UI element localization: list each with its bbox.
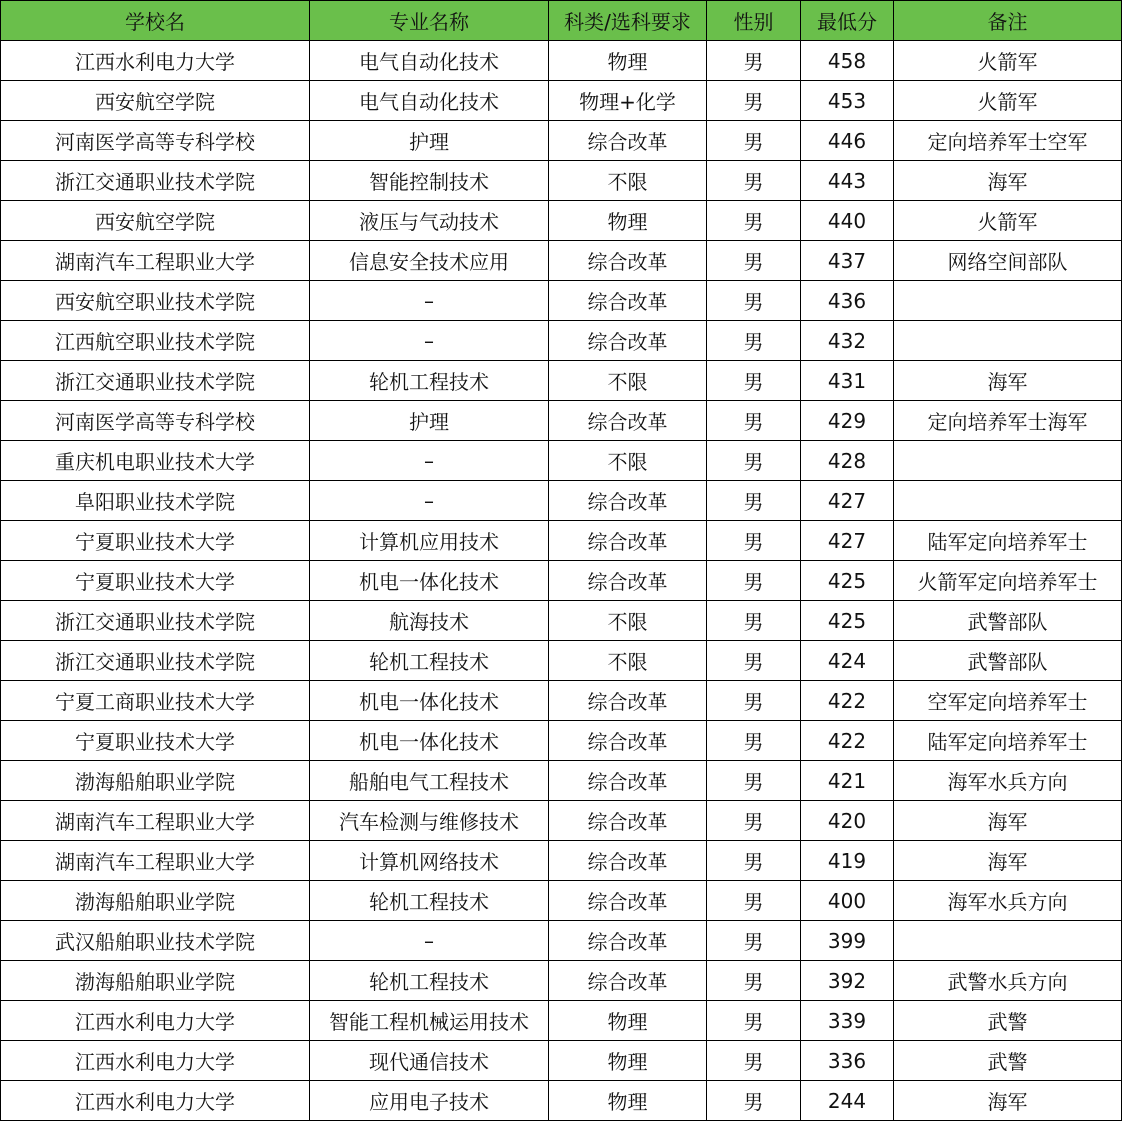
cell-major: 轮机工程技术 (310, 961, 549, 1001)
header-gender: 性别 (707, 1, 801, 41)
cell-gender: 男 (707, 121, 801, 161)
table-row (1, 1081, 1122, 1121)
cell-gender: 男 (707, 1081, 801, 1121)
cell-remark: 火箭军定向培养军士 (894, 561, 1122, 601)
cell-major: 汽车检测与维修技术 (310, 801, 549, 841)
cell-gender: 男 (707, 401, 801, 441)
cell-remark (894, 481, 1122, 521)
cell-gender: 男 (707, 361, 801, 401)
cell-major: 计算机应用技术 (310, 521, 549, 561)
cell-major: 计算机网络技术 (310, 841, 549, 881)
table-row (1, 761, 1122, 801)
cell-school: 宁夏工商职业技术大学 (1, 681, 310, 721)
cell-school: 武汉船舶职业技术学院 (1, 921, 310, 961)
cell-major: 智能工程机械运用技术 (310, 1001, 549, 1041)
table-row (1, 641, 1122, 681)
cell-remark (894, 441, 1122, 481)
cell-subject: 物理 (549, 201, 707, 241)
cell-major: 电气自动化技术 (310, 81, 549, 121)
table-row (1, 321, 1122, 361)
cell-subject: 综合改革 (549, 681, 707, 721)
cell-remark: 海军 (894, 841, 1122, 881)
cell-major: 船舶电气工程技术 (310, 761, 549, 801)
cell-min-score: 428 (801, 441, 894, 481)
cell-school: 西安航空学院 (1, 201, 310, 241)
cell-school: 重庆机电职业技术大学 (1, 441, 310, 481)
cell-school: 江西水利电力大学 (1, 1001, 310, 1041)
table-row (1, 281, 1122, 321)
cell-min-score: 424 (801, 641, 894, 681)
table-row (1, 441, 1122, 481)
cell-min-score: 437 (801, 241, 894, 281)
cell-gender: 男 (707, 641, 801, 681)
cell-subject: 综合改革 (549, 721, 707, 761)
cell-subject: 综合改革 (549, 921, 707, 961)
cell-school: 西安航空职业技术学院 (1, 281, 310, 321)
cell-gender: 男 (707, 81, 801, 121)
cell-gender: 男 (707, 841, 801, 881)
cell-school: 浙江交通职业技术学院 (1, 601, 310, 641)
cell-major: 应用电子技术 (310, 1081, 549, 1121)
cell-min-score: 443 (801, 161, 894, 201)
cell-school: 湖南汽车工程职业大学 (1, 841, 310, 881)
cell-gender: 男 (707, 241, 801, 281)
cell-min-score: 458 (801, 41, 894, 81)
cell-min-score: 425 (801, 601, 894, 641)
cell-min-score: 431 (801, 361, 894, 401)
cell-remark: 陆军定向培养军士 (894, 521, 1122, 561)
cell-subject: 综合改革 (549, 801, 707, 841)
table-row (1, 681, 1122, 721)
cell-school: 江西水利电力大学 (1, 1041, 310, 1081)
cell-gender: 男 (707, 281, 801, 321)
cell-subject: 物理 (549, 1081, 707, 1121)
cell-remark: 武警水兵方向 (894, 961, 1122, 1001)
cell-min-score: 420 (801, 801, 894, 841)
table-row (1, 921, 1122, 961)
cell-remark: 武警 (894, 1001, 1122, 1041)
cell-remark: 武警 (894, 1041, 1122, 1081)
table-row (1, 801, 1122, 841)
table-row (1, 721, 1122, 761)
cell-subject: 不限 (549, 641, 707, 681)
cell-gender: 男 (707, 681, 801, 721)
cell-subject: 综合改革 (549, 321, 707, 361)
cell-school: 宁夏职业技术大学 (1, 521, 310, 561)
cell-min-score: 422 (801, 681, 894, 721)
cell-subject: 物理+化学 (549, 81, 707, 121)
header-major: 专业名称 (310, 1, 549, 41)
table-row (1, 841, 1122, 881)
cell-major: – (310, 441, 549, 481)
table-row (1, 961, 1122, 1001)
cell-major: 现代通信技术 (310, 1041, 549, 1081)
cell-remark: 网络空间部队 (894, 241, 1122, 281)
cell-major: 轮机工程技术 (310, 881, 549, 921)
cell-subject: 综合改革 (549, 961, 707, 1001)
cell-min-score: 421 (801, 761, 894, 801)
table-row (1, 121, 1122, 161)
cell-gender: 男 (707, 161, 801, 201)
cell-subject: 综合改革 (549, 481, 707, 521)
cell-major: 电气自动化技术 (310, 41, 549, 81)
cell-major: 航海技术 (310, 601, 549, 641)
cell-min-score: 453 (801, 81, 894, 121)
cell-school: 浙江交通职业技术学院 (1, 161, 310, 201)
cell-school: 渤海船舶职业学院 (1, 961, 310, 1001)
cell-gender: 男 (707, 801, 801, 841)
table-row (1, 1001, 1122, 1041)
cell-school: 渤海船舶职业学院 (1, 761, 310, 801)
cell-subject: 综合改革 (549, 881, 707, 921)
cell-min-score: 400 (801, 881, 894, 921)
table-row (1, 401, 1122, 441)
cell-major: – (310, 921, 549, 961)
header-row (1, 1, 1122, 41)
cell-major: – (310, 281, 549, 321)
cell-min-score: 399 (801, 921, 894, 961)
cell-min-score: 339 (801, 1001, 894, 1041)
cell-remark: 火箭军 (894, 41, 1122, 81)
cell-major: 液压与气动技术 (310, 201, 549, 241)
cell-gender: 男 (707, 1041, 801, 1081)
table-row (1, 521, 1122, 561)
cell-school: 江西水利电力大学 (1, 41, 310, 81)
cell-subject: 综合改革 (549, 561, 707, 601)
cell-gender: 男 (707, 921, 801, 961)
cell-gender: 男 (707, 521, 801, 561)
cell-gender: 男 (707, 41, 801, 81)
cell-school: 渤海船舶职业学院 (1, 881, 310, 921)
cell-min-score: 336 (801, 1041, 894, 1081)
cell-min-score: 432 (801, 321, 894, 361)
cell-major: 信息安全技术应用 (310, 241, 549, 281)
cell-school: 河南医学高等专科学校 (1, 401, 310, 441)
table-row (1, 201, 1122, 241)
cell-subject: 综合改革 (549, 761, 707, 801)
cell-min-score: 427 (801, 481, 894, 521)
cell-major: 护理 (310, 401, 549, 441)
cell-remark: 定向培养军士海军 (894, 401, 1122, 441)
cell-gender: 男 (707, 561, 801, 601)
header-min-score: 最低分 (801, 1, 894, 41)
cell-subject: 综合改革 (549, 401, 707, 441)
cell-subject: 综合改革 (549, 281, 707, 321)
cell-gender: 男 (707, 1001, 801, 1041)
table-header (1, 1, 1122, 41)
cell-gender: 男 (707, 601, 801, 641)
cell-subject: 不限 (549, 361, 707, 401)
cell-min-score: 440 (801, 201, 894, 241)
cell-major: 护理 (310, 121, 549, 161)
cell-school: 阜阳职业技术学院 (1, 481, 310, 521)
cell-min-score: 419 (801, 841, 894, 881)
cell-remark: 武警部队 (894, 601, 1122, 641)
cell-gender: 男 (707, 761, 801, 801)
cell-school: 西安航空学院 (1, 81, 310, 121)
cell-remark: 海军 (894, 1081, 1122, 1121)
cell-subject: 物理 (549, 1001, 707, 1041)
cell-gender: 男 (707, 481, 801, 521)
cell-min-score: 436 (801, 281, 894, 321)
cell-school: 江西水利电力大学 (1, 1081, 310, 1121)
cell-major: 轮机工程技术 (310, 641, 549, 681)
cell-gender: 男 (707, 201, 801, 241)
cell-school: 湖南汽车工程职业大学 (1, 801, 310, 841)
cell-school: 河南医学高等专科学校 (1, 121, 310, 161)
cell-major: 机电一体化技术 (310, 561, 549, 601)
cell-remark: 海军水兵方向 (894, 761, 1122, 801)
cell-remark: 火箭军 (894, 81, 1122, 121)
table-row (1, 241, 1122, 281)
table-row (1, 1041, 1122, 1081)
cell-min-score: 392 (801, 961, 894, 1001)
cell-major: – (310, 321, 549, 361)
table-row (1, 161, 1122, 201)
cell-remark: 空军定向培养军士 (894, 681, 1122, 721)
cell-school: 宁夏职业技术大学 (1, 721, 310, 761)
cell-gender: 男 (707, 721, 801, 761)
cell-min-score: 422 (801, 721, 894, 761)
cell-min-score: 429 (801, 401, 894, 441)
cell-remark: 定向培养军士空军 (894, 121, 1122, 161)
cell-major: 机电一体化技术 (310, 681, 549, 721)
cell-remark: 海军 (894, 801, 1122, 841)
cell-school: 江西航空职业技术学院 (1, 321, 310, 361)
header-remark: 备注 (894, 1, 1122, 41)
header-subject: 科类/选科要求 (549, 1, 707, 41)
cell-subject: 综合改革 (549, 521, 707, 561)
cell-major: 机电一体化技术 (310, 721, 549, 761)
cell-gender: 男 (707, 881, 801, 921)
cell-gender: 男 (707, 321, 801, 361)
table-row (1, 561, 1122, 601)
cell-remark: 陆军定向培养军士 (894, 721, 1122, 761)
cell-subject: 不限 (549, 601, 707, 641)
cell-min-score: 425 (801, 561, 894, 601)
cell-school: 浙江交通职业技术学院 (1, 361, 310, 401)
cell-remark (894, 921, 1122, 961)
cell-school: 浙江交通职业技术学院 (1, 641, 310, 681)
cell-remark (894, 281, 1122, 321)
cell-min-score: 446 (801, 121, 894, 161)
cell-major: 智能控制技术 (310, 161, 549, 201)
cell-min-score: 244 (801, 1081, 894, 1121)
cell-remark: 武警部队 (894, 641, 1122, 681)
cell-school: 宁夏职业技术大学 (1, 561, 310, 601)
cell-remark: 海军 (894, 161, 1122, 201)
table-row (1, 41, 1122, 81)
cell-gender: 男 (707, 961, 801, 1001)
cell-subject: 综合改革 (549, 121, 707, 161)
cell-subject: 综合改革 (549, 241, 707, 281)
cell-subject: 物理 (549, 1041, 707, 1081)
table-row (1, 881, 1122, 921)
cell-school: 湖南汽车工程职业大学 (1, 241, 310, 281)
table-body (1, 41, 1122, 1121)
header-school: 学校名 (1, 1, 310, 41)
cell-remark: 海军水兵方向 (894, 881, 1122, 921)
cell-subject: 不限 (549, 161, 707, 201)
cell-subject: 不限 (549, 441, 707, 481)
cell-gender: 男 (707, 441, 801, 481)
table-row (1, 601, 1122, 641)
cell-major: 轮机工程技术 (310, 361, 549, 401)
cell-subject: 综合改革 (549, 841, 707, 881)
cell-remark: 火箭军 (894, 201, 1122, 241)
cell-min-score: 427 (801, 521, 894, 561)
cell-major: – (310, 481, 549, 521)
table-row (1, 361, 1122, 401)
cell-remark: 海军 (894, 361, 1122, 401)
cell-remark (894, 321, 1122, 361)
cell-subject: 物理 (549, 41, 707, 81)
table-row (1, 481, 1122, 521)
table-row (1, 81, 1122, 121)
